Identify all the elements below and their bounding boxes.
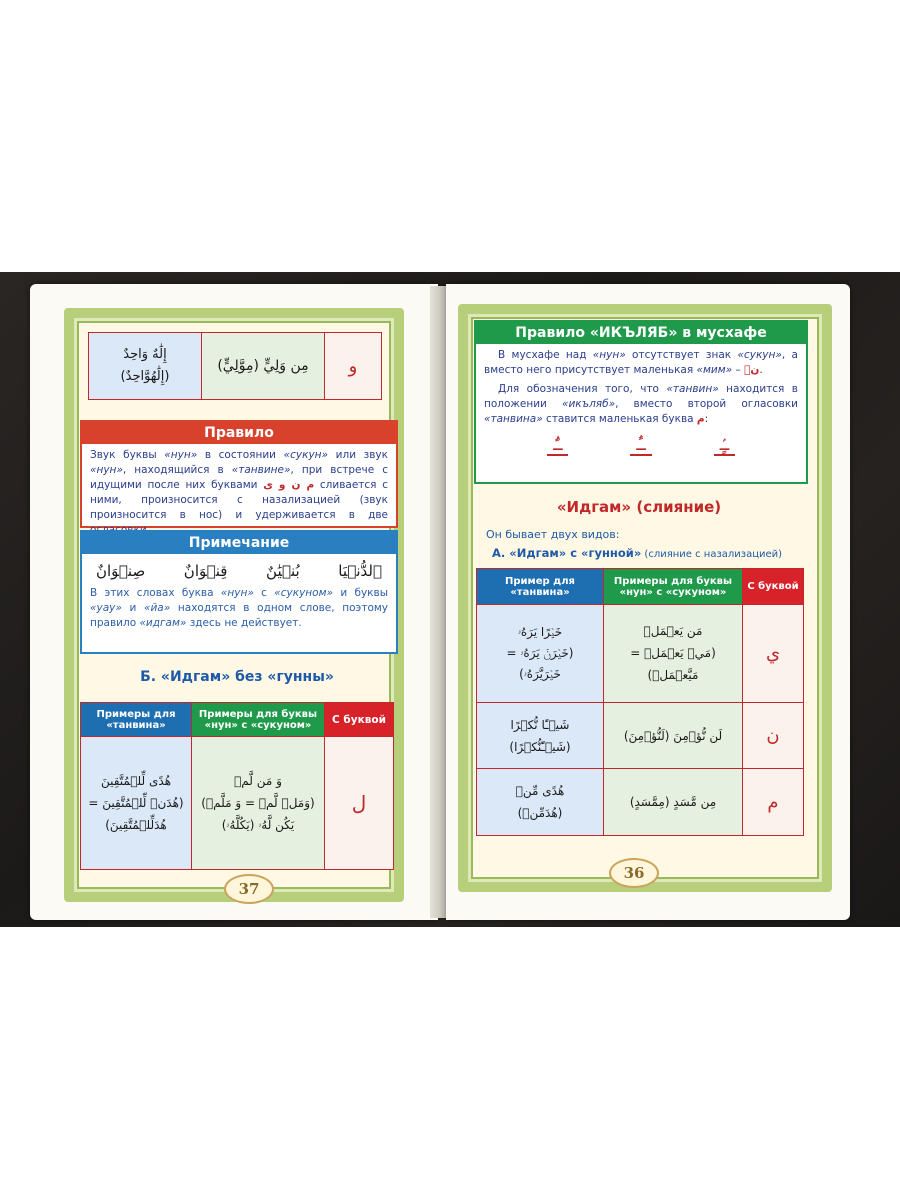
- section-a-label: А. «Идгам» с «гунной»: [492, 546, 642, 560]
- table-b-letter: ل: [351, 791, 367, 815]
- text-run: , вместо второй огласовки: [615, 398, 798, 410]
- text-run: «танвин»: [666, 383, 719, 395]
- text-run: نۢ: [744, 364, 760, 376]
- text-run: «сукуном»: [274, 587, 333, 599]
- table-b-letter-cell: [325, 737, 394, 870]
- table-a-nun-line: مَن يَعۡمَلۡ: [643, 624, 703, 639]
- rule-box: [80, 420, 398, 528]
- text-run: Звук буквы: [90, 449, 165, 461]
- top-row-letter-cell: [325, 333, 382, 400]
- table-a-tanvin-line: (خَيۡرَنۡ يَرَهُۥ =: [506, 645, 574, 660]
- two-kinds-text: Он бывает двух видов:: [486, 528, 620, 541]
- iqlab-title: Правило «ИКЪЛЯБ» в мусхафе: [476, 322, 806, 344]
- text-run: «йа»: [144, 602, 171, 614]
- text-run: «нун»: [90, 464, 123, 476]
- idgham-title: «Идгам» (слияние): [556, 498, 722, 516]
- text-run: «нун»: [220, 587, 254, 599]
- text-run: –: [732, 364, 745, 376]
- right-page-frame: [458, 304, 832, 892]
- table-a-tanvin-cell: [477, 605, 604, 703]
- table-a-tanvin-cell: [477, 769, 604, 836]
- table-a-tanvin-cell: [477, 702, 604, 769]
- text-run: , а вместо него присутствует маленькая: [484, 349, 798, 376]
- text-run: .: [759, 364, 763, 376]
- text-run: В мусхафе над: [498, 349, 593, 361]
- note-word: صِنۡوَانٌ: [96, 562, 146, 580]
- rule-text: [82, 444, 396, 542]
- table-a-nun-line: (مَيۡ يَعۡمَلۡ = مَيَّعۡمَلۡ): [630, 646, 716, 683]
- text-run: В этих словах буква: [90, 587, 221, 599]
- text-run: :: [704, 413, 709, 425]
- text-run: и: [121, 602, 144, 614]
- text-run: «танвине»: [231, 464, 291, 476]
- note-text: [82, 584, 396, 633]
- table-a-tanvin-line: خَيۡرَيَّرَهُۥ): [519, 666, 561, 681]
- top-row-table: [88, 332, 382, 400]
- table-a-header-nun: Примеры для буквы «нун» с «сукуном»: [604, 569, 743, 605]
- table-b-header-letter: С буквой: [325, 703, 394, 737]
- table-b-nun-line: وَ مَن لَّمۡ: [234, 774, 282, 788]
- rule-title: Правило: [82, 422, 396, 444]
- table-a-letter-cell: [743, 605, 804, 703]
- left-page: [30, 284, 438, 920]
- text-run: «нун»: [592, 349, 626, 361]
- table-b-header-tanvin: Примеры для «танвина»: [81, 703, 192, 737]
- table-b-nun-cell: [192, 737, 325, 870]
- top-row-tanvin: إِلَٰهٌ وَاحِدٌ (إِلَٰهُوَّاحِدٌ): [120, 347, 170, 384]
- table-b-tanvin-cell: [81, 737, 192, 870]
- text-run: сливается с ними, произносится с назализацией (звук произносится в нос) и удерживается в две: [90, 479, 388, 521]
- table-a-letter-cell: [743, 769, 804, 836]
- table-b-tanvin-line: (هُدَنۡ لِّلۡمُتَّقِينَ =: [88, 796, 184, 810]
- text-run: «идгам»: [139, 617, 187, 629]
- text-run: здесь не действует.: [186, 617, 302, 629]
- page-number-left: 37: [224, 874, 274, 904]
- table-a-tanvin-line: خَيۡرًا يَرَهُۥ: [517, 624, 563, 639]
- table-b-header-nun: Примеры для буквы «нун» с «сукуном»: [192, 703, 325, 737]
- text-run: م: [696, 413, 705, 425]
- table-a-tanvin-line: (شَيۡـًٔنُّكۡرًا): [509, 739, 571, 754]
- table-b-nun-line: (وَمَلۡ لَّمۡ = وَ مَلَّمۡ): [201, 796, 315, 810]
- note-words: [82, 554, 396, 584]
- table-a-letter: ن: [766, 725, 780, 747]
- text-run: «танвина»: [484, 413, 543, 425]
- table-a-letter: ي: [765, 642, 781, 664]
- text-run: «сукун»: [737, 349, 782, 361]
- iqlab-paragraph-2: [476, 380, 806, 429]
- table-a-letter: م: [767, 791, 779, 813]
- table-b-nun-line: يَكُن لَّهُۥ (يَكُلَّهُۥ): [221, 818, 295, 832]
- table-a-header-letter: С буквой: [743, 569, 804, 605]
- table-row: [477, 702, 804, 769]
- text-run: и буквы: [332, 587, 389, 599]
- section-a-heading: [492, 546, 782, 560]
- table-row: [477, 769, 804, 836]
- table-a-nun-cell: [604, 702, 743, 769]
- note-title: Примечание: [82, 532, 396, 554]
- text-run: или звук: [328, 449, 388, 461]
- page-number-right: 36: [609, 858, 659, 888]
- top-row-nun: مِن وَلِيٍّ (مِوَّلِيٍّ): [217, 358, 309, 374]
- text-run: «мим»: [696, 364, 733, 376]
- iqlab-marks: [476, 429, 806, 456]
- table-a-nun-cell: [604, 769, 743, 836]
- section-b-title: Б. «Идгам» без «гунны»: [140, 669, 334, 685]
- table-row: [477, 605, 804, 703]
- section-a-note: (слияние с назализацией): [641, 549, 783, 560]
- text-run: «сукун»: [283, 449, 329, 461]
- table-a-header-tanvin: Пример для «танвина»: [477, 569, 604, 605]
- text-run: , находящийся в: [122, 464, 232, 476]
- note-word: بُنۡيَٰنٌ: [266, 562, 300, 580]
- top-row-letter: و: [348, 355, 358, 377]
- table-b-tanvin-line: هُدَلِّلۡمُتَّقِينَ): [105, 818, 167, 832]
- text-run: «нун»: [164, 449, 198, 461]
- text-run: отсутствует знак: [625, 349, 738, 361]
- iqlab-box: [474, 320, 808, 484]
- text-run: م ن و ى: [263, 479, 315, 491]
- iqlab-mark: ـٍۢ: [714, 435, 735, 456]
- text-run: ставится маленькая буква: [542, 413, 697, 425]
- note-word: قِنۡوَانٌ: [183, 562, 228, 580]
- table-b-tanvin-line: هُدًى لِّلۡمُتَّقِينَ: [100, 774, 172, 788]
- text-run: находятся в одном слове, поэтому правило: [90, 602, 388, 629]
- table-a-nun-line: لَن نُّؤۡمِنَ (لَنُّؤۡمِنَ): [623, 728, 723, 743]
- section-a-table: [476, 568, 804, 836]
- table-a-tanvin-line: هُدًى مِّنۡ: [515, 784, 565, 799]
- table-a-tanvin-line: شَيۡـًٔا نُّكۡرًا: [510, 717, 570, 732]
- iqlab-paragraph-1: [476, 344, 806, 380]
- top-row-tanvin-cell: [89, 333, 202, 400]
- table-a-nun-cell: [604, 605, 743, 703]
- section-b-table: [80, 702, 394, 870]
- table-a-nun-line: مِن مَّسَدٍ (مِمَّسَدٍ): [629, 795, 717, 810]
- text-run: , при встрече с идущими после них буквами: [90, 464, 389, 491]
- table-a-tanvin-line: (هُدَمِّنۡ): [517, 806, 563, 821]
- table-a-letter-cell: [743, 702, 804, 769]
- top-row-nun-cell: [202, 333, 325, 400]
- iqlab-mark: ـٌۢ: [547, 435, 568, 456]
- text-run: Для обозначения того, что: [498, 383, 667, 395]
- note-box: [80, 530, 398, 654]
- left-page-frame: [64, 308, 404, 902]
- text-run: находится в положении: [484, 383, 798, 410]
- iqlab-mark: ـًۢ: [630, 435, 651, 456]
- right-page: [446, 284, 850, 920]
- text-run: «уау»: [90, 602, 122, 614]
- text-run: в состоянии: [197, 449, 284, 461]
- text-run: с: [253, 587, 275, 599]
- note-word: ٱلدُّنۡيَا: [338, 562, 382, 580]
- text-run: «икъляб»: [562, 398, 616, 410]
